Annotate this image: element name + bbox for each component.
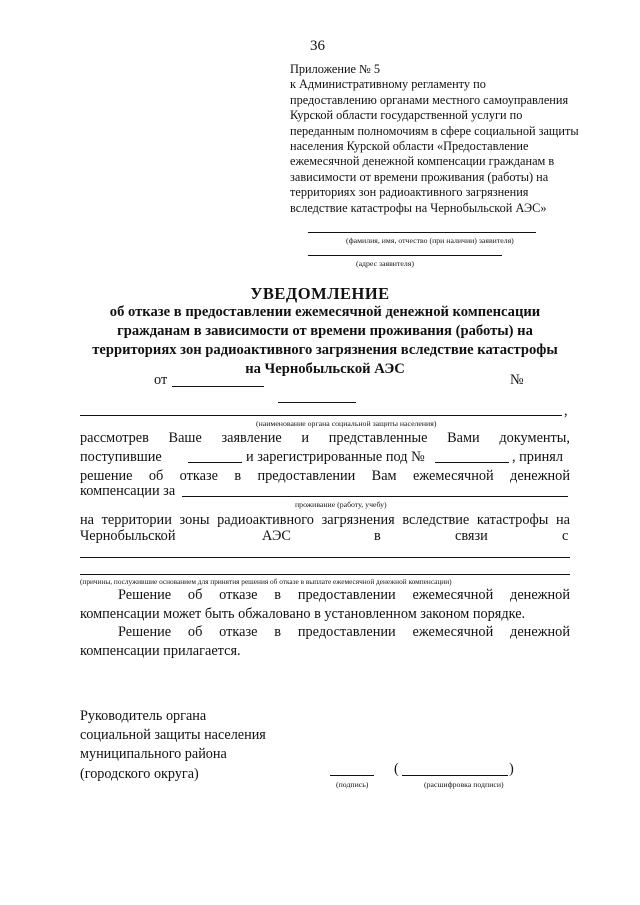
line6-word: Чернобыльской — [80, 528, 176, 544]
appendix-line: населения Курской области «Предоставление — [290, 139, 529, 154]
body-line: компенсации прилагается. — [80, 643, 241, 659]
organ-name-line[interactable] — [80, 415, 562, 416]
line2-part-a: поступившие — [80, 449, 162, 465]
signature-line: социальной защиты населения — [80, 727, 266, 744]
registered-number-line[interactable] — [435, 462, 509, 463]
decode-caption: (расшифровка подписи) — [424, 780, 504, 789]
comma: , — [564, 403, 568, 419]
signature-line: Руководитель органа — [80, 708, 207, 724]
signature-decode-line[interactable] — [402, 775, 508, 776]
residence-caption: проживание (работу, учебу) — [295, 500, 387, 509]
body-line: рассмотрев Ваше заявление и представленные Вами документы, — [80, 430, 570, 446]
applicant-name-caption: (фамилия, имя, отчество (при наличии) заявителя) — [346, 236, 514, 245]
body-line-registered — [80, 448, 570, 467]
line6-word: в — [374, 528, 381, 544]
number-label: № — [510, 372, 524, 388]
body-line: Решение об отказе в предоставлении ежемесячной денежной — [118, 624, 570, 640]
date-field-line[interactable] — [172, 386, 264, 387]
signature-field-line[interactable] — [330, 775, 374, 776]
open-paren: ( — [394, 761, 399, 777]
residence-line[interactable] — [182, 496, 568, 497]
appendix-line: ежемесячной денежной компенсации гражданам в — [290, 154, 555, 169]
page-number: 36 — [310, 38, 325, 54]
applicant-name-line[interactable] — [308, 232, 536, 233]
document-title: УВЕДОМЛЕНИЕ — [250, 284, 390, 303]
line2-part-c: , принял — [512, 449, 563, 465]
applicant-address-line[interactable] — [308, 255, 502, 256]
appendix-line: территориях зон радиоактивного загрязнения — [290, 185, 529, 200]
document-subtitle — [75, 303, 575, 379]
appendix-line: переданным полномочиям в сфере социальной защиты — [290, 123, 579, 138]
signature-block — [80, 707, 266, 784]
signature-line: (городского округа) — [80, 765, 199, 782]
close-paren: ) — [509, 761, 514, 777]
reasons-line-1[interactable] — [80, 557, 570, 558]
signature-line: муниципального района — [80, 746, 227, 763]
appendix-line: к Административному регламенту по — [290, 77, 486, 92]
appendix-line: предоставлению органами местного самоуправления — [290, 92, 569, 107]
line6-word: связи — [455, 528, 488, 544]
line6-word: АЭС — [262, 528, 291, 544]
applicant-address-caption: (адрес заявителя) — [356, 259, 414, 268]
organ-caption: (наименование органа социальной защиты населения) — [256, 419, 437, 428]
sign-caption: (подпись) — [336, 780, 369, 789]
subtitle-line: на Чернобыльской АЭС — [245, 361, 405, 377]
body-line: компенсации может быть обжаловано в установленном законом порядке. — [80, 606, 526, 622]
registered-date-line[interactable] — [188, 462, 242, 463]
line2-part-b: и зарегистрированные под № — [246, 449, 425, 465]
number-field-line[interactable] — [278, 402, 356, 403]
reasons-caption: (причины, послужившие основанием для принятия решения об отказе в выплате ежемесячной денежной компенсации) — [80, 577, 452, 586]
appendix-line: вследствие катастрофы на Чернобыльской АЭС» — [290, 200, 547, 215]
appendix-line: зависимости от времени проживания (работы) на — [290, 169, 549, 184]
subtitle-line: территориях зон радиоактивного загрязнения вследствие катастрофы — [92, 342, 558, 358]
from-label: от — [154, 372, 168, 388]
body-line: Решение об отказе в предоставлении ежемесячной денежной — [118, 587, 570, 603]
body-line: компенсации за — [80, 483, 176, 499]
body-line: решение об отказе в предоставлении Вам ежемесячной денежной — [80, 468, 570, 484]
appendix-block — [290, 62, 590, 216]
body-line: на территории зоны радиоактивного загрязнения вследствие катастрофы на — [80, 512, 570, 528]
appendix-line: Курской области государственной услуги по — [290, 108, 523, 123]
subtitle-line: об отказе в предоставлении ежемесячной денежной компенсации — [109, 304, 541, 320]
line6-word: с — [562, 528, 569, 544]
appendix-line: Приложение № 5 — [290, 62, 381, 76]
subtitle-line: гражданам в зависимости от времени проживания (работы) на — [117, 323, 533, 339]
reasons-line-2[interactable] — [80, 574, 570, 575]
body-line-chernobyl — [80, 527, 570, 546]
